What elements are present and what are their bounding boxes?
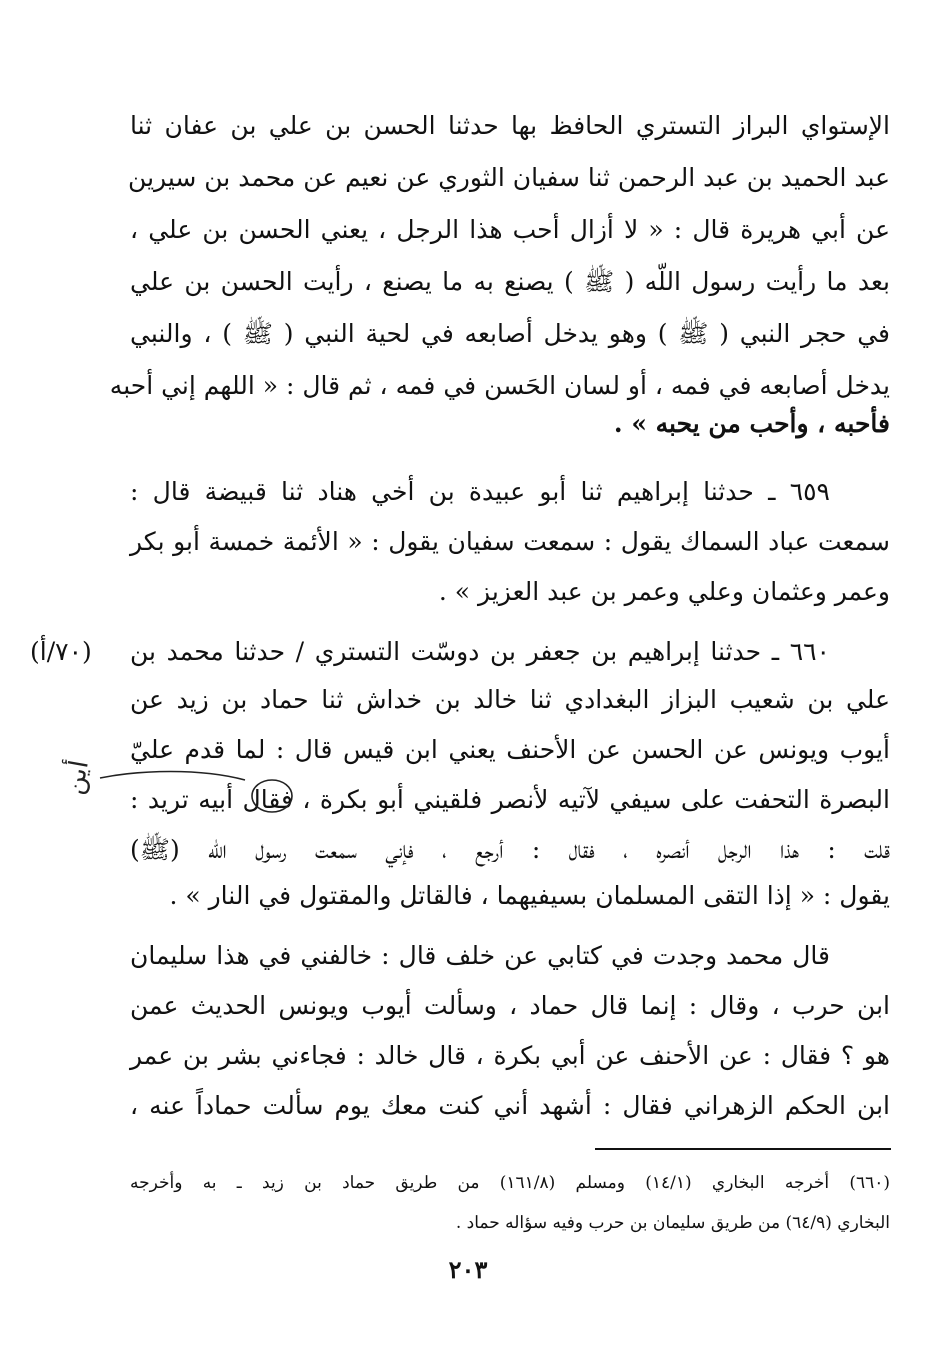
text-line: ابن الحكم الزهراني فقال : أشهد أني كنت معك يوم سألت حماداً عنه ، [130,1091,890,1120]
footnote-line: (٦٦٠) أخرجه البخاري (١٤/١) ومسلم (١٦١/٨) من طريق حماد بن زيد ـ به وأخرجه [130,1173,891,1193]
text-line: في حجر النبي ( ﷺ ) وهو يدخل أصابعه في لحية النبي ( ﷺ ) ، والنبي [130,319,890,348]
text-line: بعد ما رأيت رسول اللّه ( ﷺ ) يصنع به ما يصنع ، رأيت الحسن بن علي [130,267,890,296]
page-number: ٢٠٣ [448,1255,488,1284]
hadith-659-first-line: ٦٥٩ ـ حدثنا إبراهيم ثنا أبو عبيدة بن أخي هناد ثنا قبيضة قال : [130,477,830,506]
text-line: أيوب ويونس عن الحسن عن الأحنف يعني ابن قيس قال : لما قدم عليّ [130,735,890,764]
text-line: عن أبي هريرة قال : « لا أزال أحب هذا الرجل ، يعني الحسن بن علي ، [130,215,890,244]
text-line-quote: يقول : « إذا التقى المسلمان بسيفيهما ، فالقاتل والمقتول في النار » . [169,881,890,910]
footnote-line: البخاري (٦٤/٩) من طريق سليمان بن حرب وفيه سؤاله حماد . [455,1213,890,1233]
text-line: هو ؟ فقال : عن الأحنف عن أبي بكرة ، قال خالد : فجاءني بشر بن عمر [130,1041,890,1070]
text-line: ابن حرب ، وقال : إنما قال حماد ، وسألت أيوب ويونس الحديث عمن [130,991,890,1020]
paragraph-first-line: قال محمد وجدت في كتابي عن خلف قال : خالفني في هذا سليمان [130,941,830,970]
text-line: عبد الحميد بن عبد الرحمن ثنا سفيان الثوري عن نعيم عن محمد بن سيرين [128,163,890,192]
margin-handwritten-note: أين [59,758,95,797]
text-line: سمعت عباد السماك يقول : سمعت سفيان يقول : « الأئمة خمسة أبو بكر [130,527,890,556]
text-line: علي بن شعيب البزاز البغدادي ثنا خالد بن خداش ثنا حماد بن زيد عن [130,685,890,714]
manuscript-folio-ref: (٧٠/أ) [30,637,92,666]
text-line: وعمر وعثمان وعلي وعمر بن عبد العزيز » . [438,577,890,606]
text-line: يدخل أصابعه في فمه ، أو لسان الحَسن في فمه ، ثم قال : « اللهم إني أحبه [109,371,890,400]
hadith-660-first-line: ٦٦٠ ـ حدثنا إبراهيم بن جعفر بن دوسّت التستري / حدثنا محمد بن [130,637,830,666]
text-line: البصرة التحفت على سيفي لآتيه لأنصر فلقيني أبو بكرة ، فقال أبيه تريد : [130,785,890,814]
text-line: الإستواي البراز التستري الحافظ بها حدثنا الحسن بن علي بن عفان ثنا [130,111,890,140]
text-line-quote-end: فأحبه ، وأحب من يحبه » . [613,409,890,438]
text-line: قلت : هذا الرجل أنصره ، فقال : أرجع ، فإني سمعت رسول اللّه (ﷺ) [130,835,890,864]
